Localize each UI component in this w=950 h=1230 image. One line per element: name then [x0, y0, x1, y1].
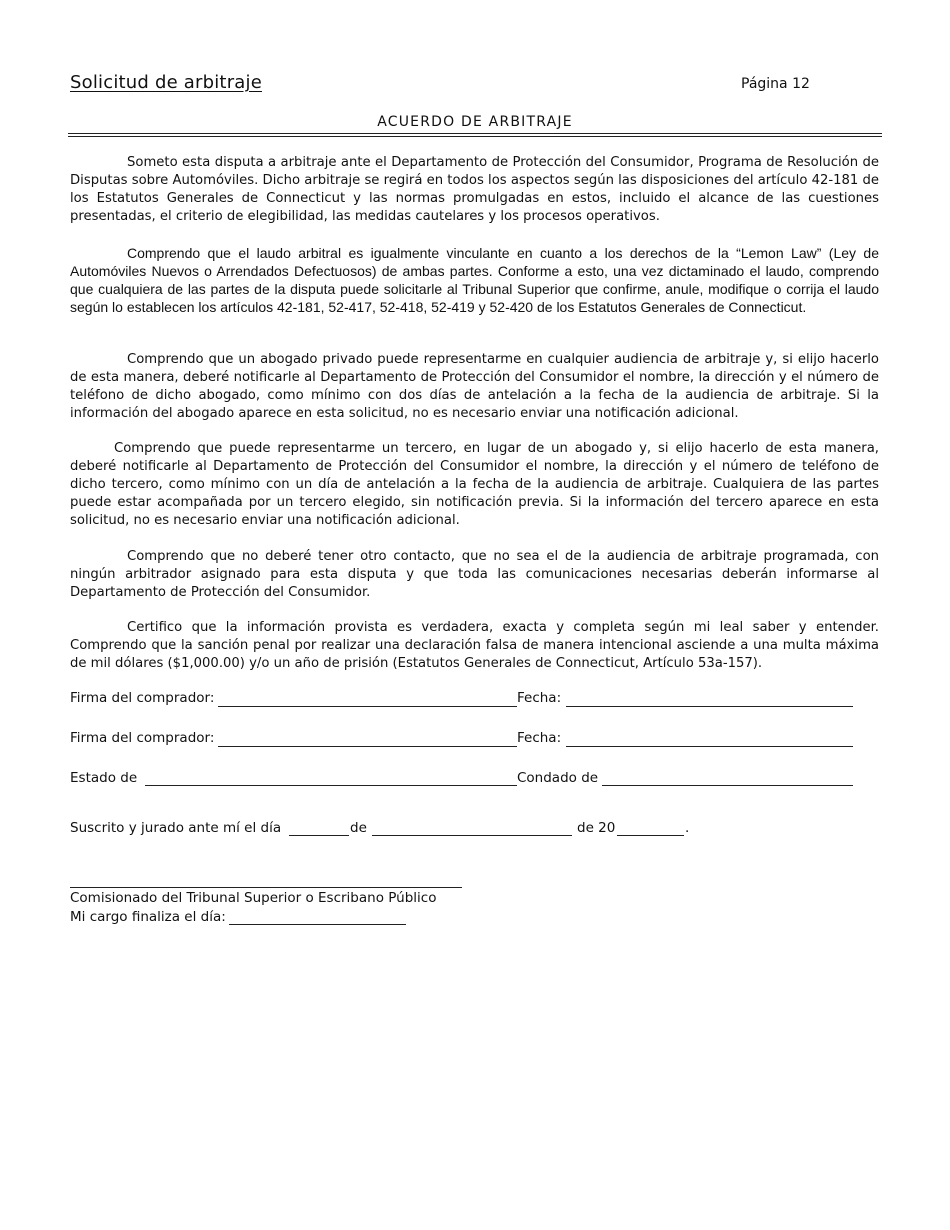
paragraph-binding-award: Comprendo que el laudo arbitral es igualmente vinculante en cuanto a los derechos de la “Lemon Law” (Ley de Automóviles Nuevos o Arrendados Defectuosos) de ambas partes. Conforme a esto, una vez dictaminado el laudo, comprendo que cualquiera de las partes de la disputa puede solicitarle al Tribunal Superior que confirme, anule, modifique o corrija el laudo según lo establecen los artículos 42-181, 52-417, 52-418, 52-419 y 52-420 de los Estatutos Generales de Connecticut. [70, 245, 879, 315]
paragraph-third-party: Comprendo que puede representarme un tercero, en lugar de un abogado y, si elijo hacerlo de esta manera, deberé notificarle al Departamento de Protección del Consumidor el nombre, la dirección y el número de teléfono de dicho tercero, como mínimo con un día de antelación a la fecha de la audiencia de arbitraje. Cualquiera de las partes puede estar acompañada por un tercero elegido, sin notificación previa. Si la información del tercero aparece en esta solicitud, no es necesario enviar una notificación adicional. [70, 441, 879, 528]
section-rule-top [68, 133, 882, 134]
buyer-signature-field-2[interactable] [218, 746, 517, 747]
sworn-day-field[interactable] [289, 835, 349, 836]
paragraph-submission: Someto esta disputa a arbitraje ante el Departamento de Protección del Consumidor, Programa de Resolución de Disputas sobre Automóviles. Dicho arbitraje se regirá en todos los aspectos según las disposiciones del artículo 42-181 de los Estatutos Generales de Connecticut y las normas promulgadas en estos, incluido el alcance de las cuestiones presentadas, el criterio de elegibilidad, las medidas cautelares y los procesos operativos. [70, 155, 879, 224]
notary-title: Comisionado del Tribunal Superior o Escribano Público [70, 890, 437, 906]
date-field-1[interactable] [566, 706, 853, 707]
section-rule-bottom [68, 136, 882, 137]
form-title: Solicitud de arbitraje [70, 72, 262, 93]
paragraph-attorney: Comprendo que un abogado privado puede representarme en cualquier audiencia de arbitraje y, si elijo hacerlo de esta manera, deberé notificarle al Departamento de Protección del Consumidor el nombre, la dirección y el número de teléfono de dicho abogado, como mínimo con dos días de antelación a la fecha de la audiencia de arbitraje. Si la información del abogado aparece en esta solicitud, no es necesario enviar una notificación adicional. [70, 352, 879, 421]
page-number: Página 12 [741, 76, 810, 92]
date-field-2[interactable] [566, 746, 853, 747]
county-field[interactable] [602, 785, 853, 786]
buyer-signature-label: Firma del comprador: [70, 730, 215, 746]
sworn-prefix-label: Suscrito y jurado ante mí el día [70, 820, 282, 836]
sworn-month-field[interactable] [372, 835, 572, 836]
paragraph-no-contact: Comprendo que no deberé tener otro contacto, que no sea el de la audiencia de arbitraje programada, con ningún arbitrador asignado para esta disputa y que toda las comunicaciones necesarias deberán informarse al Departamento de Protección del Consumidor. [70, 549, 879, 600]
section-title: ACUERDO DE ARBITRAJE [377, 114, 573, 130]
sworn-year-prefix-label: de 20 [577, 820, 616, 836]
commission-expiry-field[interactable] [229, 924, 406, 925]
state-label: Estado de [70, 770, 138, 786]
sworn-year-field[interactable] [617, 835, 684, 836]
sworn-of-label: de [350, 820, 367, 836]
paragraph-certification: Certifico que la información provista es verdadera, exacta y completa según mi leal saber y entender. Comprendo que la sanción penal por realizar una declaración falsa de manera intencional asciende a una multa máxima de mil dólares ($1,000.00) y/o un año de prisión (Estatutos Generales de Connecticut, Artículo 53a-157). [70, 620, 879, 671]
date-label: Fecha: [517, 730, 562, 746]
commission-expiry-label: Mi cargo finaliza el día: [70, 909, 226, 925]
notary-signature-field[interactable] [70, 887, 462, 888]
county-label: Condado de [517, 770, 599, 786]
date-label: Fecha: [517, 690, 562, 706]
state-field[interactable] [145, 785, 517, 786]
buyer-signature-label: Firma del comprador: [70, 690, 215, 706]
buyer-signature-field-1[interactable] [218, 706, 517, 707]
sworn-period: . [685, 820, 690, 836]
